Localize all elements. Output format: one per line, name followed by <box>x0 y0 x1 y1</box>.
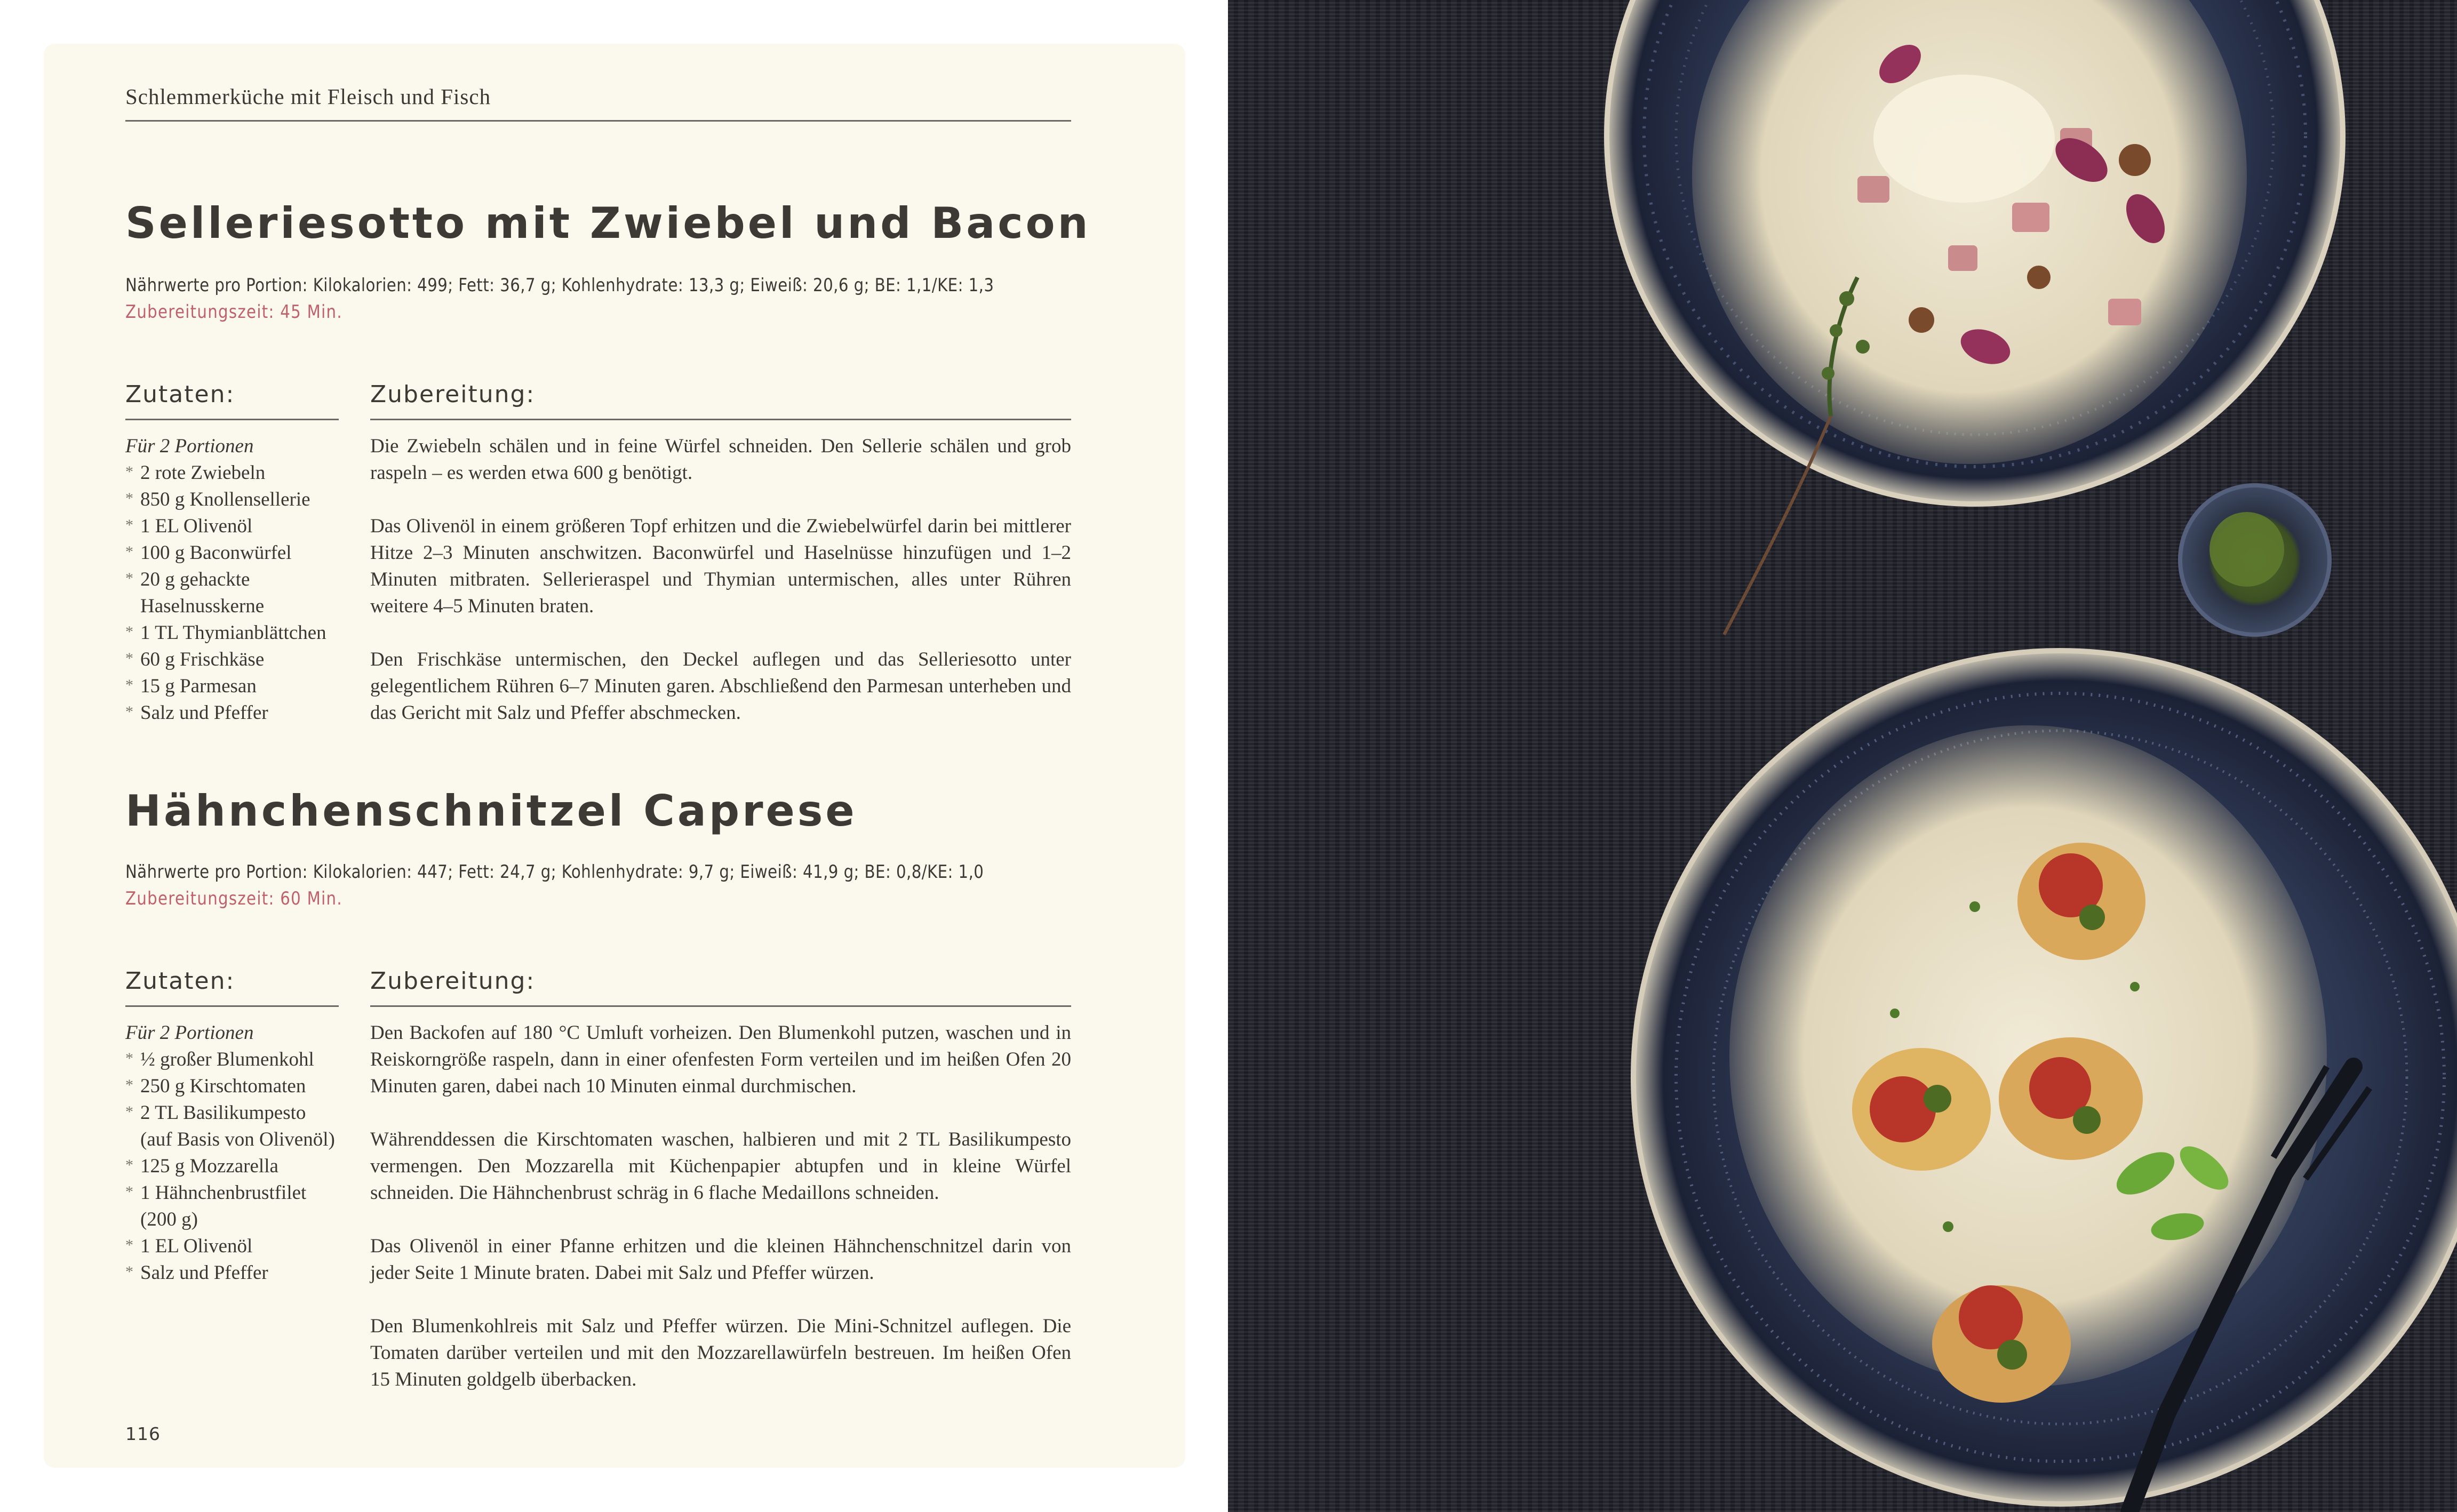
list-item: * 20 g gehackte Haselnusskerne <box>125 566 300 620</box>
list-item: * 2 TL Basilikumpesto (auf Basis von Olivenöl) <box>125 1100 339 1153</box>
page-number: 116 <box>125 1423 161 1444</box>
pesto-bowl <box>2180 485 2330 635</box>
ingredient-list-selleriesotto <box>125 433 339 726</box>
nutrition-info-caprese: Nährwerte pro Portion: Kilokalorien: 447; Fett: 24,7 g; Kohlenhydrate: 9,7 g; Eiweiß: 41,9 g; BE: 0,8/KE: 1,0 <box>125 861 984 883</box>
step-paragraph: Das Olivenöl in einem größeren Topf erhitzen und die Zwiebelwürfel darin bei mittlerer Hitze 2–3 Minuten anschwitzen. Baconwürfel und Haselnüsse hinzufügen und 1–2 Minuten mitbraten. Sellerieraspel und Thymian untermischen, alles unter Rühren weitere 4–5 Minuten braten. <box>370 515 1071 617</box>
prep-time-selleriesotto: Zubereitungszeit: 45 Min. <box>125 301 342 323</box>
recipe-page <box>44 44 1185 1468</box>
step-paragraph: Den Backofen auf 180 °C Umluft vorheizen. Den Blumenkohl putzen, waschen und in Reiskorngröße raspeln, dann in einer ofenfesten Form verteilen und im heißen Ofen 20 Minuten garen, dabei nach 10 Minuten einmal durchmischen. <box>370 1022 1071 1097</box>
list-item: * 100 g Baconwürfel <box>125 540 339 566</box>
step-paragraph: Den Frischkäse untermischen, den Deckel auflegen und das Selleriesotto unter gelegentlichem Rühren 6–7 Minuten garen. Abschließend den Parmesan unterheben und das Gericht mit Salz und Pfeffer abschmecken. <box>370 649 1071 724</box>
food-photo <box>1228 0 2457 1512</box>
ingredients-heading: Zutaten: <box>125 967 339 1007</box>
recipe-title-caprese: Hähnchenschnitzel Caprese <box>125 786 857 836</box>
list-item: * ½ großer Blumenkohl <box>125 1046 339 1073</box>
list-item: * 250 g Kirschtomaten <box>125 1073 339 1100</box>
step-paragraph: Das Olivenöl in einer Pfanne erhitzen und die kleinen Hähnchenschnitzel darin von jeder Seite 1 Minute braten. Dabei mit Salz und Pfeffer würzen. <box>370 1235 1071 1284</box>
preparation-steps-selleriesotto <box>370 433 1071 753</box>
list-item: * 1 EL Olivenöl <box>125 513 339 540</box>
list-item: * 60 g Frischkäse <box>125 646 339 673</box>
caprese-plate <box>1633 651 2457 1512</box>
portion-note: Für 2 Portionen <box>125 435 254 457</box>
preparation-heading: Zubereitung: <box>370 967 1071 1007</box>
recipe-title-selleriesotto: Selleriesotto mit Zwiebel und Bacon <box>125 198 1091 248</box>
list-item: * 850 g Knollensellerie <box>125 486 339 513</box>
food-photo-illustration <box>1228 0 2457 1512</box>
portion-note: Für 2 Portionen <box>125 1022 254 1044</box>
list-item: * 15 g Parmesan <box>125 673 339 700</box>
step-paragraph: Den Blumenkohlreis mit Salz und Pfeffer würzen. Die Mini-Schnitzel auflegen. Die Tomaten darüber verteilen und mit den Mozzarellawürfeln bestreuen. Im heißen Ofen 15 Minuten goldgelb überbacken. <box>370 1315 1071 1390</box>
list-item: * 1 TL Thymianblättchen <box>125 620 339 646</box>
list-item: * 1 Hähnchenbrustfilet (200 g) <box>125 1180 343 1233</box>
list-item: * 1 EL Olivenöl <box>125 1233 339 1260</box>
step-paragraph: Währenddessen die Kirschtomaten waschen, halbieren und mit 2 TL Basilikumpesto vermengen. Den Mozzarella mit Küchenpapier abtupfen und in kleine Würfel schneiden. Die Hähnchenbrust schräg in 6 flache Medaillons schneiden. <box>370 1129 1071 1204</box>
running-head: Schlemmerküche mit Fleisch und Fisch <box>125 84 1071 122</box>
list-item: * Salz und Pfeffer <box>125 700 339 726</box>
ingredients-heading: Zutaten: <box>125 381 339 420</box>
step-paragraph: Die Zwiebeln schälen und in feine Würfel schneiden. Den Sellerie schälen und grob raspeln – es werden etwa 600 g benötigt. <box>370 435 1071 484</box>
preparation-steps-caprese <box>370 1020 1071 1420</box>
ingredient-list-caprese <box>125 1020 339 1286</box>
preparation-heading: Zubereitung: <box>370 381 1071 420</box>
nutrition-info-selleriesotto: Nährwerte pro Portion: Kilokalorien: 499; Fett: 36,7 g; Kohlenhydrate: 13,3 g; Eiweiß: 20,6 g; BE: 1,1/KE: 1,3 <box>125 275 994 296</box>
list-item: * 2 rote Zwiebeln <box>125 460 339 486</box>
list-item: * 125 g Mozzarella <box>125 1153 339 1180</box>
prep-time-caprese: Zubereitungszeit: 60 Min. <box>125 888 342 909</box>
list-item: * Salz und Pfeffer <box>125 1260 339 1286</box>
